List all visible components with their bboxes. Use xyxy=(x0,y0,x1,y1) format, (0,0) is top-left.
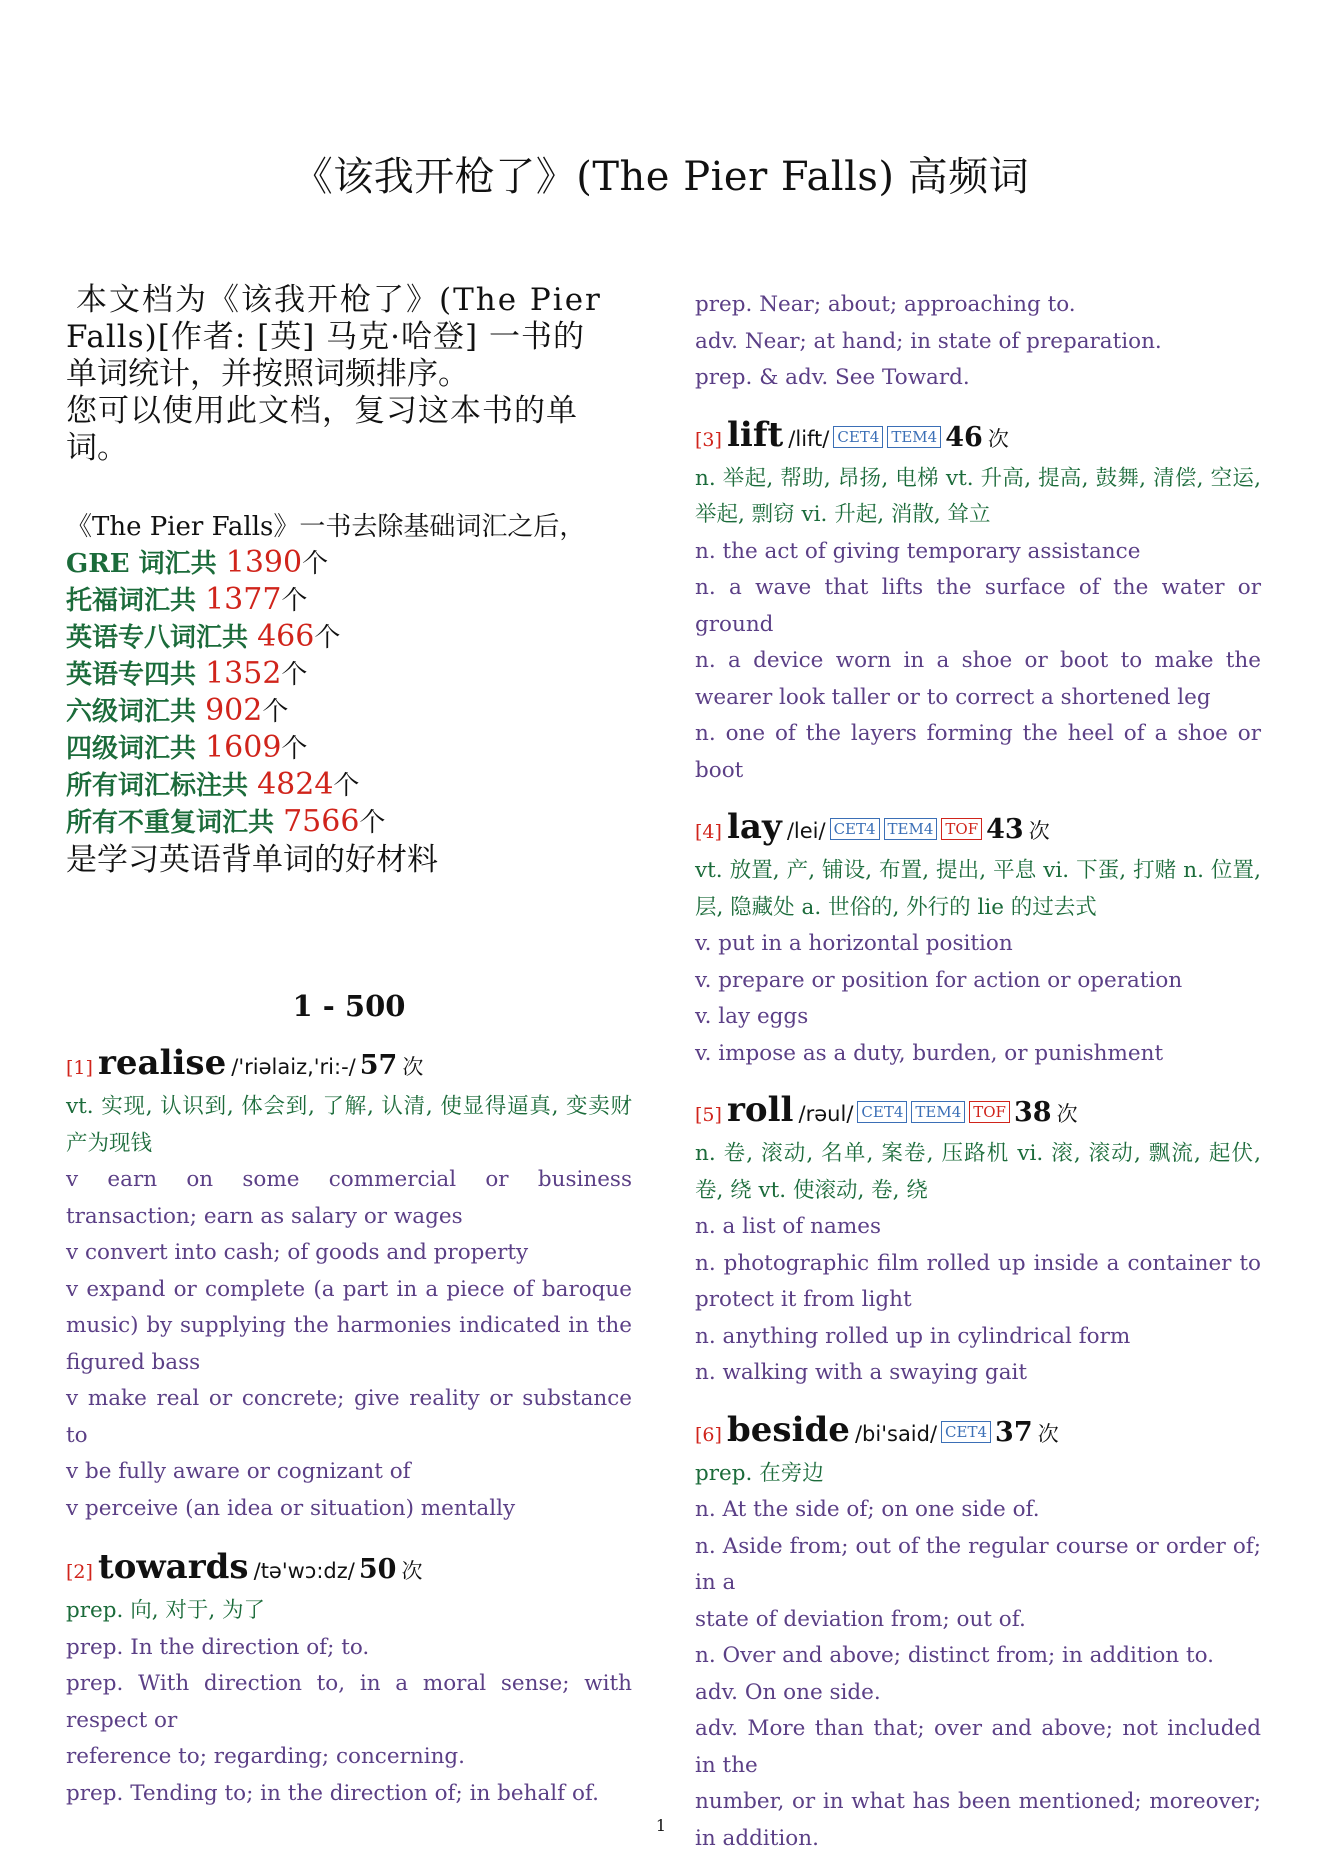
exam-tag: CET4 xyxy=(941,1421,991,1443)
frequency-count: 46 xyxy=(945,421,983,453)
intro-line: 本文档为《该我开枪了》(The Pier xyxy=(76,282,602,318)
english-definition: state of deviation from; out of. xyxy=(695,1606,1026,1632)
intro-line: 单词统计，并按照词频排序。 xyxy=(66,356,469,392)
stat-row xyxy=(66,656,632,693)
english-definition: n. the act of giving temporary assistance xyxy=(695,538,1141,564)
exam-tag: CET4 xyxy=(830,818,880,840)
entry-index: [2] xyxy=(66,1561,93,1583)
stat-suffix: 个 xyxy=(314,623,341,653)
english-definition: adv. More than that; over and above; not included in the xyxy=(695,1716,1261,1778)
phonetic: /lift/ xyxy=(788,426,830,451)
exam-tag: TEM4 xyxy=(887,426,941,448)
stat-count: 1377 xyxy=(205,582,282,617)
english-definition: v earn on some commercial or business transaction; earn as salary or wages xyxy=(66,1167,632,1229)
frequency-unit: 次 xyxy=(1028,819,1050,843)
stat-row xyxy=(66,804,632,841)
intro-paragraph xyxy=(66,282,632,467)
stat-suffix: 个 xyxy=(333,771,360,801)
word-entry xyxy=(695,415,1261,790)
frequency-count: 43 xyxy=(986,814,1024,845)
stat-count: 4824 xyxy=(257,767,334,802)
english-definition: v. prepare or position for action or operation xyxy=(695,967,1183,993)
english-definition: v perceive (an idea or situation) mentally xyxy=(66,1495,516,1521)
stat-label: 所有不重复词汇共 xyxy=(66,808,284,838)
english-definition: reference to; regarding; concerning. xyxy=(66,1744,466,1769)
english-definition: v be fully aware or cognizant of xyxy=(66,1459,411,1484)
entry-header xyxy=(695,807,1261,853)
english-definition: v convert into cash; of goods and property xyxy=(66,1240,529,1265)
stat-suffix: 个 xyxy=(281,660,308,690)
phonetic: /rəul/ xyxy=(798,1102,854,1126)
english-definition: n. a wave that lifts the surface of the water or ground xyxy=(695,575,1261,637)
phonetic: /tə'wɔ:dz/ xyxy=(253,1559,355,1583)
stat-count: 1352 xyxy=(205,656,282,691)
stat-row xyxy=(66,545,632,582)
phonetic: /bi'said/ xyxy=(854,1421,938,1446)
entry-header xyxy=(695,1410,1261,1456)
entry-header xyxy=(695,1090,1261,1136)
word-entry xyxy=(66,1043,632,1527)
phonetic: /'riəlaiz,'ri:-/ xyxy=(231,1055,356,1079)
english-definition: v make real or concrete; give reality or substance to xyxy=(66,1386,632,1448)
english-definition: n. Aside from; out of the regular course or order of; in a xyxy=(695,1533,1261,1595)
word-entry xyxy=(695,1090,1261,1392)
stats-lead: 《The Pier Falls》一书去除基础词汇之后， xyxy=(66,512,586,542)
english-definition: n. a device worn in a shoe or boot to make the wearer look taller or to correct a shortened leg xyxy=(695,648,1261,710)
headword: lay xyxy=(727,807,782,847)
section-title: 1 - 500 xyxy=(292,989,406,1023)
right-column xyxy=(695,287,1261,1875)
stat-row xyxy=(66,582,632,619)
stats-tail: 是学习英语背单词的好材料 xyxy=(66,842,438,878)
stat-suffix: 个 xyxy=(281,734,308,764)
english-definition: n. anything rolled up in cylindrical form xyxy=(695,1323,1131,1349)
headword: roll xyxy=(727,1090,794,1130)
stat-suffix: 个 xyxy=(302,549,329,579)
english-definition: v expand or complete (a part in a piece of baroque music) by supplying the harmonies indicated in the figured bass xyxy=(66,1276,632,1375)
entries-right xyxy=(695,287,1261,1857)
stat-row xyxy=(66,730,632,767)
english-definition: n. At the side of; on one side of. xyxy=(695,1497,1040,1522)
stat-label: 所有词汇标注共 xyxy=(66,771,258,801)
english-definition: n. a list of names xyxy=(695,1214,881,1239)
intro-line: Falls)[作者: [英] 马克·哈登] 一书的 xyxy=(66,319,585,355)
stat-label: 四级词汇共 xyxy=(66,734,206,764)
stat-count: 1609 xyxy=(205,730,282,765)
entry-index: [5] xyxy=(695,1104,722,1126)
entry-index: [4] xyxy=(695,821,722,843)
frequency-unit: 次 xyxy=(402,1055,424,1079)
english-definition: adv. Near; at hand; in state of preparation. xyxy=(695,328,1162,354)
stat-count: 7566 xyxy=(283,804,360,839)
frequency-count: 37 xyxy=(995,1416,1033,1448)
frequency-count: 38 xyxy=(1013,1097,1052,1128)
entry-header xyxy=(695,415,1261,461)
stat-suffix: 个 xyxy=(281,586,308,616)
headword: beside xyxy=(727,1409,850,1450)
english-definition: n. one of the layers forming the heel of a shoe or boot xyxy=(695,721,1261,783)
entry-index: [6] xyxy=(695,1423,722,1446)
chinese-definition: n. 卷, 滚动, 名单, 案卷, 压路机 vi. 滚, 滚动, 飘流, 起伏, 卷, 绕 vt. 使滚动, 卷, 绕 xyxy=(695,1141,1261,1203)
entry-header xyxy=(66,1043,632,1089)
stat-count: 466 xyxy=(257,619,315,654)
english-definition: prep. With direction to, in a moral sense; with respect or xyxy=(66,1671,632,1733)
document-title: 《该我开枪了》(The Pier Falls) 高频词 xyxy=(292,154,1030,200)
frequency-count: 57 xyxy=(359,1050,398,1081)
word-entry xyxy=(695,807,1261,1072)
exam-tag: TOF xyxy=(941,818,982,840)
stat-suffix: 个 xyxy=(359,808,386,838)
headword: towards xyxy=(98,1547,249,1587)
stat-label: 托福词汇共 xyxy=(66,586,206,616)
stat-row xyxy=(66,767,632,804)
frequency-unit: 次 xyxy=(1056,1102,1078,1126)
word-entry xyxy=(695,1410,1261,1858)
english-definition: v. put in a horizontal position xyxy=(695,931,1013,956)
stat-label: GRE 词汇共 xyxy=(66,549,226,579)
english-definition: n. walking with a swaying gait xyxy=(695,1360,1028,1385)
left-column xyxy=(66,282,632,1832)
intro-line: 词。 xyxy=(66,430,128,466)
stat-row xyxy=(66,619,632,656)
stat-label: 英语专八词汇共 xyxy=(66,623,258,653)
chinese-definition: vt. 放置, 产, 铺设, 布置, 提出, 平息 vi. 下蛋, 打赌 n. 位置, 层, 隐藏处 a. 世俗的, 外行的 lie 的过去式 xyxy=(695,858,1261,920)
exam-tag: TEM4 xyxy=(884,818,938,840)
entry-index: [1] xyxy=(66,1057,93,1079)
chinese-definition: n. 举起, 帮助, 昂扬, 电梯 vt. 升高, 提高, 鼓舞, 清偿, 空运, 举起, 剽窃 vi. 升起, 消散, 耸立 xyxy=(695,465,1261,527)
english-definition: prep. Near; about; approaching to. xyxy=(695,292,1076,317)
intro-line: 您可以使用此文档，复习这本书的单 xyxy=(66,393,578,429)
frequency-unit: 次 xyxy=(401,1559,423,1583)
vocab-stats xyxy=(66,509,632,879)
frequency-unit: 次 xyxy=(987,426,1009,451)
english-definition: prep. Tending to; in the direction of; in behalf of. xyxy=(66,1780,599,1806)
english-definition: prep. In the direction of; to. xyxy=(66,1634,370,1660)
chinese-definition: prep. 向, 对于, 为了 xyxy=(66,1598,266,1623)
english-definition: n. Over and above; distinct from; in addition to. xyxy=(695,1643,1215,1668)
chinese-definition: vt. 实现, 认识到, 体会到, 了解, 认清, 使显得逼真, 变卖财产为现钱 xyxy=(66,1094,632,1156)
phonetic: /lei/ xyxy=(786,819,826,843)
exam-tag: TOF xyxy=(969,1101,1010,1123)
stat-suffix: 个 xyxy=(262,697,289,727)
entry-index: [3] xyxy=(695,428,722,451)
exam-tag: CET4 xyxy=(857,1101,907,1123)
exam-tag: CET4 xyxy=(833,426,883,448)
frequency-unit: 次 xyxy=(1037,1421,1059,1446)
english-definition: number, or in what has been mentioned; moreover; in addition. xyxy=(695,1789,1261,1851)
stat-label: 英语专四共 xyxy=(66,660,206,690)
headword: realise xyxy=(98,1043,227,1083)
stat-row xyxy=(66,693,632,730)
exam-tag: TEM4 xyxy=(911,1101,965,1123)
english-definition: adv. On one side. xyxy=(695,1679,881,1705)
word-entry-continued xyxy=(695,287,1261,397)
stat-count: 1390 xyxy=(225,545,303,580)
english-definition: n. photographic film rolled up inside a container to protect it from light xyxy=(695,1250,1261,1312)
page-number: 1 xyxy=(655,1816,667,1835)
stat-count: 902 xyxy=(205,693,263,728)
chinese-definition: prep. 在旁边 xyxy=(695,1460,824,1486)
stats-rows xyxy=(66,545,632,841)
stat-label: 六级词汇共 xyxy=(66,697,206,727)
entry-header xyxy=(66,1547,632,1593)
english-definition: v. impose as a duty, burden, or punishment xyxy=(695,1040,1164,1066)
frequency-count: 50 xyxy=(358,1554,397,1585)
headword: lift xyxy=(727,414,784,455)
entries-left xyxy=(66,1043,632,1812)
english-definition: prep. & adv. See Toward. xyxy=(695,365,970,390)
word-entry xyxy=(66,1547,632,1812)
english-definition: v. lay eggs xyxy=(695,1004,809,1029)
